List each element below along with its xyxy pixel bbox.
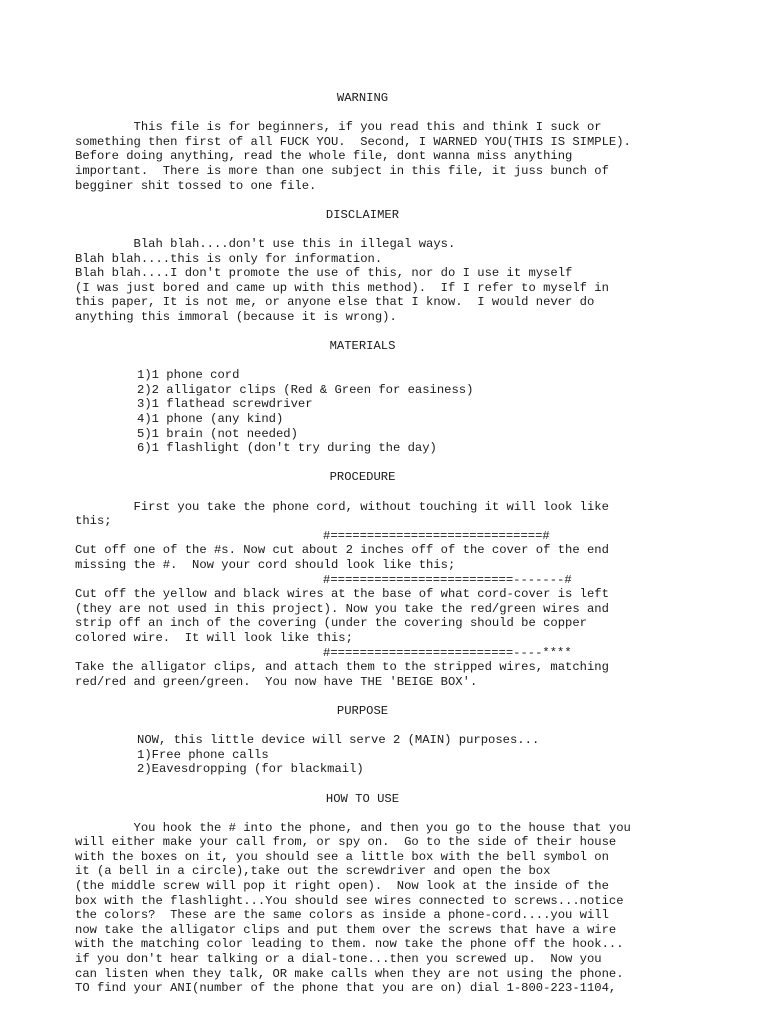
list-item: 2)Eavesdropping (for blackmail) — [137, 762, 364, 777]
text-line: can listen when they talk, OR make calls when they are not using the phone. — [75, 966, 624, 981]
text-line: This file is for beginners, if you read this and think I suck or — [75, 120, 602, 135]
text-line: with the matching color leading to them. now take the phone off the hook... — [75, 937, 624, 952]
text-line: (the middle screw will pop it right open). Now look at the inside of the — [75, 879, 609, 894]
text-line: important. There is more than one subject in this file, it juss bunch of — [75, 163, 609, 178]
disclaimer-paragraph — [75, 237, 715, 325]
text-line: this paper, It is not me, or anyone else that I know. I would never do — [75, 295, 595, 310]
text-line: missing the #. Now your cord should look like this; — [75, 558, 456, 572]
text-line: Cut off the yellow and black wires at the base of what cord-cover is left — [75, 587, 609, 602]
text-line: Before doing anything, read the whole file, dont wanna miss anything — [75, 149, 573, 164]
warning-paragraph — [75, 120, 715, 193]
text-line: (I was just bored and came up with this method). If I refer to myself in — [75, 280, 609, 295]
text-line: something then first of all FUCK YOU. Second, I WARNED YOU(THIS IS SIMPLE). — [75, 134, 631, 149]
text-line: it (a bell in a circle),take out the screwdriver and open the box — [75, 864, 551, 879]
section-heading-warning: WARNING — [336, 91, 389, 105]
section-heading-disclaimer: DISCLAIMER — [325, 207, 400, 222]
how-to-use-paragraph — [75, 821, 715, 996]
text-line: begginer shit tossed to one file. — [75, 178, 317, 193]
text-line: will either make your call from, or spy on. Go to the side of their house — [75, 835, 617, 850]
list-item: 1)1 phone cord — [137, 368, 240, 383]
list-item: 2)2 alligator clips (Red & Green for easiness) — [137, 382, 474, 397]
text-line: the colors? These are the same colors as inside a phone-cord....you will — [75, 908, 609, 923]
text-line: box with the flashlight...You should see wires connected to screws...notice — [75, 893, 624, 908]
text-line: Blah blah....this is only for information. — [75, 251, 383, 266]
text-line: this; — [75, 514, 112, 529]
list-item: 1)Free phone calls — [137, 747, 269, 762]
text-line: now take the alligator clips and put them over the screws that have a wire — [75, 922, 617, 937]
purpose-list — [75, 733, 715, 777]
list-item: 3)1 flathead screwdriver — [137, 397, 313, 412]
section-heading-materials: MATERIALS — [329, 339, 396, 354]
text-line: red/red and green/green. You now have THE 'BEIGE BOX'. — [75, 674, 478, 689]
materials-list — [75, 368, 715, 456]
section-heading-procedure: PROCEDURE — [329, 470, 396, 485]
section-heading-purpose: PURPOSE — [336, 703, 389, 718]
text-line: if you don't hear talking or a dial-tone...then you screwed up. Now you — [75, 952, 602, 967]
cord-diagram-line: #=========================-------# — [323, 572, 572, 587]
procedure-paragraph — [75, 500, 715, 690]
list-item: 4)1 phone (any kind) — [137, 412, 284, 427]
text-line: Take the alligator clips, and attach them to the stripped wires, matching — [75, 660, 609, 675]
text-line: Blah blah....I don't promote the use of this, nor do I use it myself — [75, 266, 573, 281]
cord-diagram-line: #=========================----**** — [323, 645, 572, 660]
section-heading-how-to-use: HOW TO USE — [325, 791, 400, 806]
cord-diagram-line: #=============================# — [323, 528, 550, 543]
text-line: colored wire. It will look like this; — [75, 630, 353, 645]
text-line: (they are not used in this project). Now you take the red/green wires and — [75, 601, 609, 616]
list-item: 6)1 flashlight (don't try during the day) — [137, 441, 437, 456]
text-line: You hook the # into the phone, and then you go to the house that you — [75, 820, 631, 835]
text-line: strip off an inch of the covering (under the covering should be copper — [75, 616, 587, 631]
text-line: TO find your ANI(number of the phone that you are on) dial 1-800-223-1104, — [75, 981, 617, 996]
text-line: anything this immoral (because it is wrong). — [75, 309, 397, 324]
list-item: 5)1 brain (not needed) — [137, 426, 298, 441]
text-line: Cut off one of the #s. Now cut about 2 inches off of the cover of the end — [75, 543, 609, 558]
text-line: Blah blah....don't use this in illegal ways. — [75, 236, 456, 251]
text-line: with the boxes on it, you should see a little box with the bell symbol on — [75, 849, 609, 864]
text-line: NOW, this little device will serve 2 (MAIN) purposes... — [137, 733, 540, 748]
text-line: First you take the phone cord, without touching it will look like — [75, 499, 609, 514]
document-page — [75, 91, 715, 996]
